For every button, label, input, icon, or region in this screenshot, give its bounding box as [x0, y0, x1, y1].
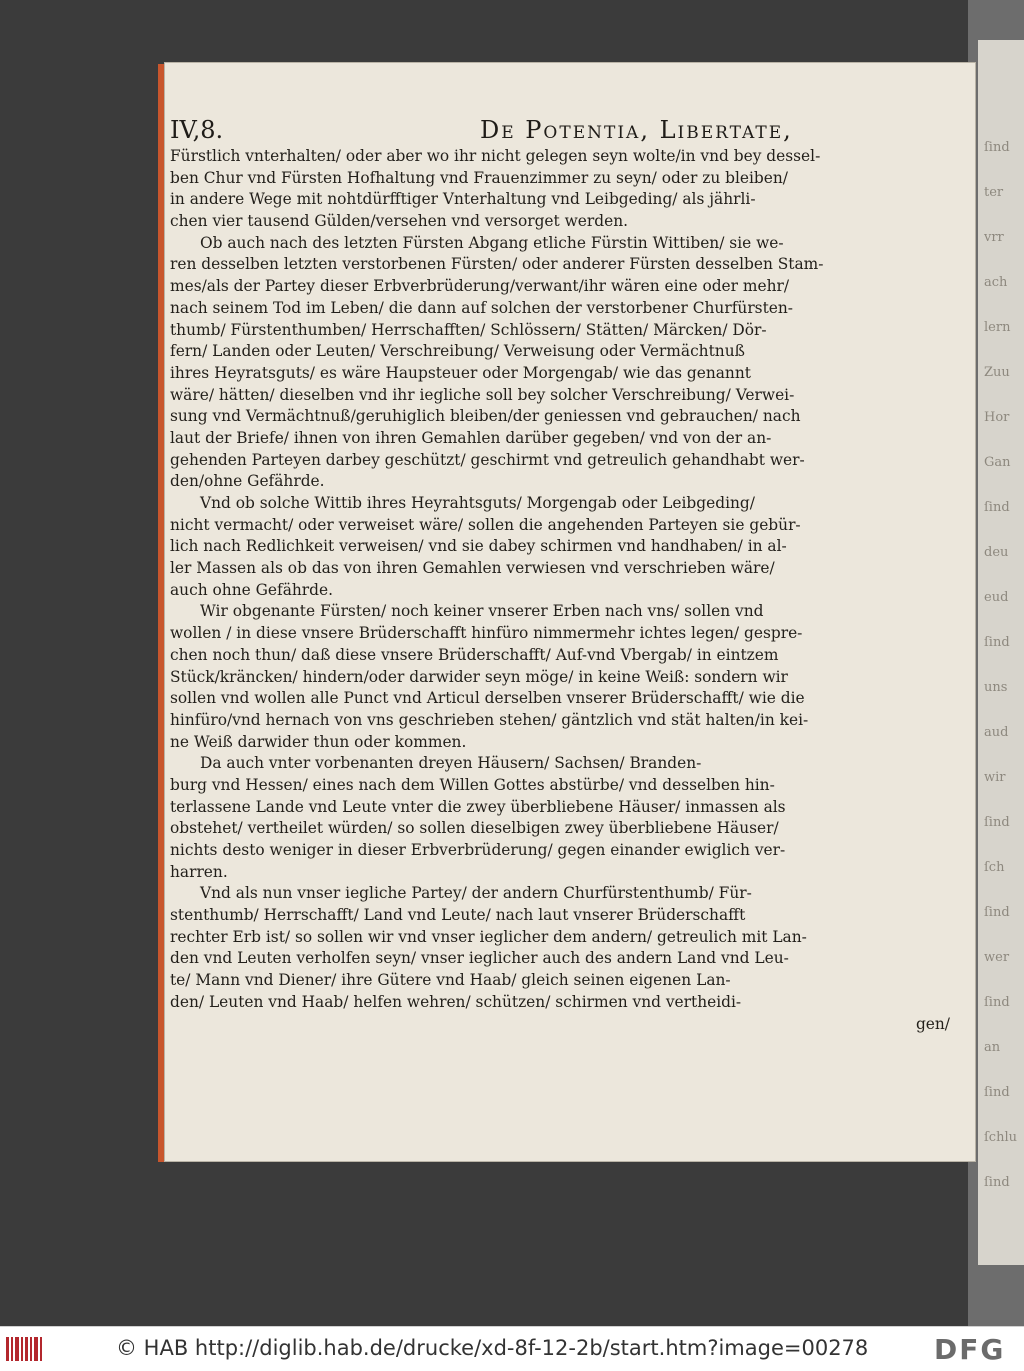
adjacent-page-fragment: ſind [984, 1175, 1010, 1190]
copyright-url-text[interactable]: © HAB http://diglib.hab.de/drucke/xd-8f-12-2b/start.htm?image=00278 [116, 1336, 869, 1360]
text-line: ihres Heyratsguts/ es wäre Haupsteuer oder Morgengab/ wie das genannt [170, 363, 751, 382]
adjacent-page-fragment: eud [984, 590, 1009, 605]
text-line: te/ Mann vnd Diener/ ihre Gütere vnd Haab/ gleich seinen eigenen Lan- [170, 971, 731, 990]
adjacent-page-fragment: uns [984, 680, 1008, 695]
running-title: De Potentia, Libertate, [480, 116, 793, 144]
text-line: Wir obgenante Fürsten/ noch keiner vnserer Erben nach vns/ sollen vnd [200, 602, 764, 621]
text-line: ren desselben letzten verstorbenen Fürsten/ oder anderer Fürsten desselben Stam- [170, 255, 824, 274]
text-line: laut der Briefe/ ihnen von ihren Gemahlen darüber gegeben/ vnd von der an- [170, 428, 772, 447]
text-line: den/ Leuten vnd Haab/ helfen wehren/ schützen/ schirmen vnd vertheidi- [170, 992, 742, 1011]
page-header [170, 116, 800, 146]
text-line: sollen vnd wollen alle Punct vnd Articul derselben vnserer Brüderschafft/ wie die [170, 689, 805, 708]
adjacent-page-fragment: ach [984, 275, 1008, 290]
adjacent-page-fragment: deu [984, 545, 1009, 560]
text-line: terlassene Lande vnd Leute vnter die zwey überbliebene Häuser/ inmassen als [170, 797, 786, 816]
adjacent-page-fragment: ſind [984, 995, 1010, 1010]
text-line: harren. [170, 862, 228, 881]
text-line: stenthumb/ Herrschafft/ Land vnd Leute/ nach laut vnserer Brüderschafft [170, 906, 746, 925]
adjacent-page-fragment: Hor [984, 410, 1010, 425]
adjacent-page-fragment: lern [984, 320, 1011, 335]
viewer-footer [0, 1326, 1024, 1371]
text-line: fern/ Landen oder Leuten/ Verschreibung/ Verweisung oder Vermächtnuß [170, 342, 745, 361]
adjacent-page [978, 40, 1024, 1265]
adjacent-page-fragment: ſind [984, 500, 1010, 515]
adjacent-page-fragment: ſind [984, 140, 1010, 155]
page-body-text [170, 146, 960, 1035]
text-line: ne Weiß darwider thun oder kommen. [170, 732, 467, 751]
adjacent-page-fragment: Gan [984, 455, 1011, 470]
adjacent-page-fragment: vrr [984, 230, 1004, 245]
adjacent-page-fragment: an [984, 1040, 1001, 1055]
hab-logo-icon [6, 1335, 44, 1363]
dfg-logo: DFG [934, 1333, 1006, 1366]
adjacent-page-fragment: ſind [984, 1085, 1010, 1100]
catchword: gen/ [915, 1014, 950, 1033]
adjacent-page-fragment: ſchlu [984, 1130, 1017, 1145]
adjacent-page-fragment: wer [984, 950, 1010, 965]
adjacent-page-fragment: aud [984, 725, 1009, 740]
adjacent-page-fragment: ſind [984, 905, 1010, 920]
text-line: sung vnd Vermächtnuß/geruhiglich bleiben/der geniessen vnd gebrauchen/ nach [170, 407, 801, 426]
text-line: Vnd als nun vnser iegliche Partey/ der andern Churfürstenthumb/ Für- [200, 884, 752, 903]
text-line: den vnd Leuten verholfen seyn/ vnser ieglicher auch des andern Land vnd Leu- [170, 949, 789, 968]
adjacent-page-fragment: ter [984, 185, 1004, 200]
text-line: Ob auch nach des letzten Fürsten Abgang etliche Fürstin Wittiben/ sie we- [200, 233, 784, 252]
text-line: nach seinem Tod im Leben/ die dann auf solchen der verstorbener Churfürsten- [170, 298, 793, 317]
text-line: nicht vermacht/ oder verweiset wäre/ sollen die angehenden Parteyen sie gebür- [170, 515, 801, 534]
text-line: den/ohne Gefährde. [170, 472, 325, 491]
text-line: obstehet/ vertheilet würden/ so sollen dieselbigen zwey überbliebene Häuser/ [170, 819, 779, 838]
text-line: in andere Wege mit nohtdürfftiger Vnterhaltung vnd Leibgeding/ als jährli- [170, 190, 756, 209]
text-line: burg vnd Hessen/ eines nach dem Willen Gottes abstürbe/ vnd desselben hin- [170, 775, 775, 794]
text-line: thumb/ Fürstenthumben/ Herrschafften/ Schlössern/ Stätten/ Märcken/ Dör- [170, 320, 767, 339]
text-line: hinfüro/vnd hernach von vns geschrieben stehen/ gäntzlich vnd stät halten/in kei- [170, 710, 809, 729]
text-line: Fürstlich vnterhalten/ oder aber wo ihr nicht gelegen seyn wolte/in vnd bey dessel- [170, 147, 821, 165]
text-line: mes/als der Partey dieser Erbverbrüderung/verwant/ihr wären eine oder mehr/ [170, 277, 790, 296]
page-signature: IV,8. [170, 116, 224, 144]
adjacent-page-fragment: wir [984, 770, 1006, 785]
text-line: ben Chur vnd Fürsten Hofhaltung vnd Frauenzimmer zu seyn/ oder zu bleiben/ [170, 168, 788, 187]
text-line: Stück/kräncken/ hindern/oder darwider seyn möge/ in keine Weiß: sondern wir [170, 667, 788, 686]
text-line: wäre/ hätten/ dieselben vnd ihr iegliche soll bey solcher Verschreibung/ Verwei- [170, 385, 795, 404]
text-line: lich nach Redlichkeit verweisen/ vnd sie dabey schirmen vnd handhaben/ in al- [170, 537, 787, 556]
adjacent-page-fragment: ſind [984, 815, 1010, 830]
text-line: chen vier tausend Gülden/versehen vnd versorget werden. [170, 212, 629, 231]
text-line: auch ohne Gefährde. [170, 580, 333, 599]
text-line: wollen / in diese vnsere Brüderschafft hinfüro nimmermehr ichtes legen/ gespre- [170, 624, 803, 643]
text-line: rechter Erb ist/ so sollen wir vnd vnser ieglicher dem andern/ getreulich mit Lan- [170, 927, 807, 946]
text-line: Vnd ob solche Wittib ihres Heyrahtsguts/ Morgengab oder Leibgeding/ [200, 494, 755, 512]
adjacent-page-fragment: ſind [984, 635, 1010, 650]
text-line: gehenden Parteyen darbey geschützt/ geschirmt vnd getreulich gehandhabt wer- [170, 450, 805, 469]
adjacent-page-fragment: ſch [984, 860, 1005, 875]
text-line: chen noch thun/ daß diese vnsere Brüderschafft/ Auf-vnd Vbergab/ in eintzem [170, 645, 779, 664]
text-line: nichts desto weniger in dieser Erbverbrüderung/ gegen einander ewiglich ver- [170, 841, 786, 859]
text-line: ler Massen als ob das von ihren Gemahlen verwiesen vnd verschrieben wäre/ [170, 559, 775, 578]
text-line: Da auch vnter vorbenanten dreyen Häusern/ Sachsen/ Branden- [200, 754, 702, 773]
adjacent-page-fragment: Zuu [984, 365, 1010, 380]
